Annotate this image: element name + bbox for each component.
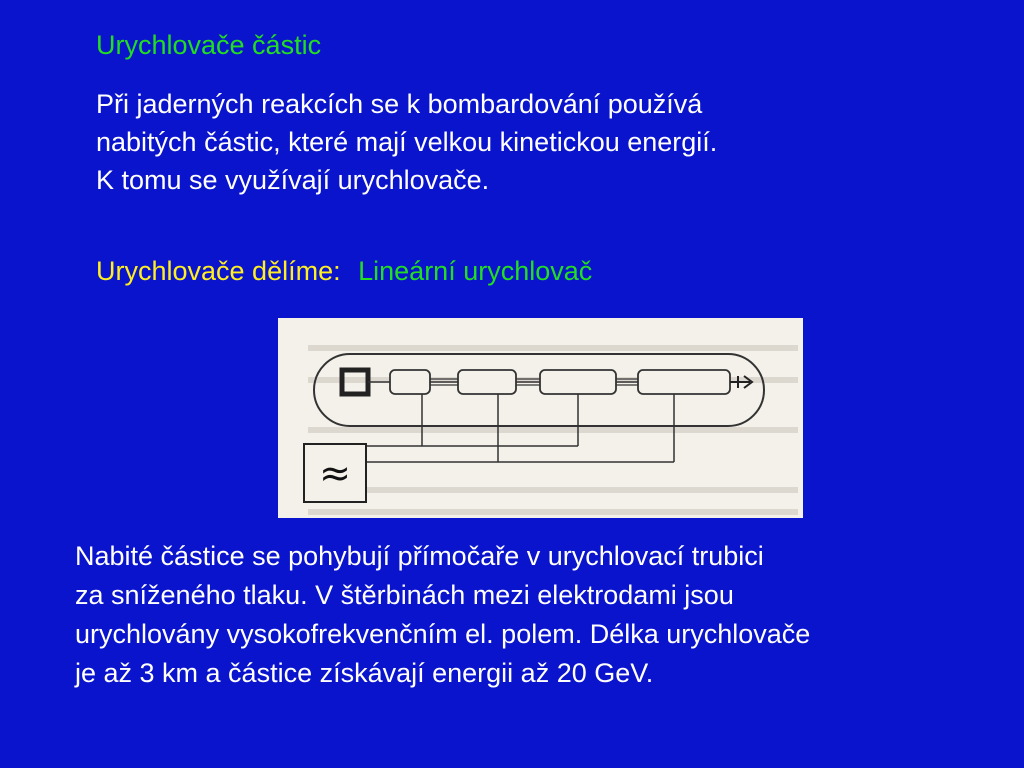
intro-line: nabitých částic, které mají velkou kinetickou energií. bbox=[96, 127, 718, 157]
accelerator-division bbox=[96, 256, 592, 287]
intro-line: K tomu se využívají urychlovače. bbox=[96, 165, 490, 195]
intro-line: Při jaderných reakcích se k bombardování používá bbox=[96, 89, 703, 119]
description-line: za sníženého tlaku. V štěrbinách mezi elektrodami jsou bbox=[75, 580, 734, 610]
division-value: Lineární urychlovač bbox=[358, 256, 593, 286]
description-line: Nabité částice se pohybují přímočaře v urychlovací trubici bbox=[75, 541, 764, 571]
description-paragraph bbox=[75, 537, 810, 693]
description-line: urychlovány vysokofrekvenčním el. polem. Délka urychlovače bbox=[75, 619, 811, 649]
linear-accelerator-diagram bbox=[278, 318, 803, 518]
diagram-svg bbox=[278, 318, 803, 518]
description-line: je až 3 km a částice získávají energii až 20 GeV. bbox=[75, 658, 654, 688]
rf-generator-symbol: ≈ bbox=[319, 451, 351, 495]
division-label: Urychlovače dělíme: bbox=[96, 256, 341, 286]
intro-paragraph bbox=[96, 85, 717, 199]
slide-title: Urychlovače částic bbox=[96, 30, 322, 60]
